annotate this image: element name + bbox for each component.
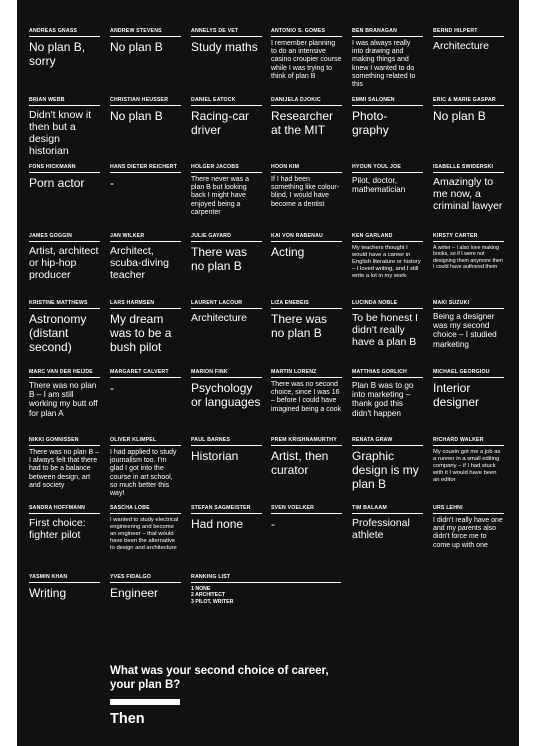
entry-answer: There was no plan B – I am still working my butt off for plan A bbox=[29, 381, 98, 418]
entry-name: YVES FIDALGO bbox=[110, 574, 152, 580]
divider bbox=[352, 308, 423, 309]
entry-name: KAI VON RABENAU bbox=[271, 233, 323, 239]
entry-name: HYOUN YOUL JOE bbox=[352, 164, 402, 170]
divider bbox=[29, 241, 100, 242]
entry-answer: Researcher at the MIT bbox=[271, 109, 334, 137]
entry-name: ISABELLE SWIDERSKI bbox=[433, 164, 494, 170]
entry-answer: My dream was to be a bush pilot bbox=[110, 312, 172, 354]
entry bbox=[433, 437, 504, 484]
entry bbox=[110, 97, 181, 123]
entry-name: BRIAN WEBB bbox=[29, 97, 65, 103]
entry bbox=[433, 369, 504, 409]
entry-answer: I didn't really have one and my parents also didn't force me to come up with one bbox=[433, 517, 503, 549]
divider bbox=[110, 36, 181, 37]
divider bbox=[271, 105, 342, 106]
entry-name: MARC VAN DER HEIJDE bbox=[29, 369, 93, 375]
divider bbox=[29, 308, 100, 309]
entry-answer: Interior designer bbox=[433, 381, 480, 409]
entry-answer: If I had been something like colour-blind, I would have become a dentist bbox=[271, 176, 340, 208]
entry bbox=[352, 233, 423, 280]
entry bbox=[191, 437, 262, 463]
entry-answer: No plan B bbox=[433, 109, 486, 123]
entry bbox=[352, 369, 423, 418]
entry-answer: Psychology or languages bbox=[191, 381, 261, 409]
entry bbox=[352, 505, 423, 541]
divider bbox=[271, 172, 342, 173]
entry-name: LAURENT LACOUR bbox=[191, 300, 243, 306]
divider bbox=[352, 513, 423, 514]
entry-answer: I wanted to study electrical engineering and become an engineer – that would have been the alternative to design and architecture bbox=[110, 517, 179, 551]
entry-name: BERND HILPERT bbox=[433, 28, 478, 34]
entry-name: MARGARET CALVERT bbox=[110, 369, 169, 375]
entry-name: CHRISTIAN HEUSSER bbox=[110, 97, 169, 103]
entry bbox=[352, 28, 423, 89]
entry bbox=[29, 97, 100, 157]
entry bbox=[271, 505, 342, 531]
entry-answer: Astronomy (distant second) bbox=[29, 312, 87, 354]
entry-answer: Had none bbox=[191, 517, 244, 531]
divider bbox=[191, 36, 262, 37]
entry-answer: No plan B bbox=[110, 40, 163, 54]
entry-answer: Photo-graphy bbox=[352, 109, 389, 137]
entry-name: PAUL BARNES bbox=[191, 437, 231, 443]
divider bbox=[271, 513, 342, 514]
entry-answer: My teachers thought I would have a career in English literature or history – I loved writing, and I still write a lot in my work bbox=[352, 245, 421, 279]
entry-answer: I was always really into drawing and making things and knew I wanted to do something related to this bbox=[352, 40, 416, 89]
entry-answer: - bbox=[271, 517, 275, 531]
divider bbox=[110, 241, 181, 242]
entry bbox=[433, 28, 504, 52]
entry-name: LIZA ENEBEIS bbox=[271, 300, 309, 306]
entry bbox=[271, 164, 342, 209]
entry bbox=[433, 505, 504, 550]
entry-name: NIKKI GONNISSEN bbox=[29, 437, 79, 443]
entry-name: JAMES GOGGIN bbox=[29, 233, 73, 239]
entry bbox=[433, 97, 504, 123]
poster bbox=[17, 0, 519, 746]
entry-name: HOLGER JACOBS bbox=[191, 164, 239, 170]
entry-name: MARION FINK bbox=[191, 369, 228, 375]
entry-name: MARTIN LORENZ bbox=[271, 369, 317, 375]
entry-answer: Graphic design is my plan B bbox=[352, 449, 419, 491]
entry-answer: First choice: fighter pilot bbox=[29, 517, 86, 541]
entry-name: ANNELYS DE VET bbox=[191, 28, 239, 34]
entry bbox=[29, 574, 100, 600]
entry bbox=[29, 164, 100, 190]
entry-answer: To be honest I didn't really have a plan B bbox=[352, 312, 418, 348]
entry-answer: Engineer bbox=[110, 586, 159, 600]
divider bbox=[29, 582, 100, 583]
entry-answer: Historian bbox=[191, 449, 239, 463]
entry bbox=[29, 369, 100, 418]
ranking-item: 2 ARCHITECT bbox=[191, 592, 226, 599]
divider bbox=[29, 36, 100, 37]
entry-answer: I had applied to study journalism too. I'm glad I got into the course in art school, so much better this way! bbox=[110, 449, 177, 498]
entry-name: LUCINDA NOBLE bbox=[352, 300, 398, 306]
entry-answer: Being a designer was my second choice – I studied marketing bbox=[433, 312, 497, 349]
entry bbox=[352, 97, 423, 137]
entry bbox=[29, 437, 100, 490]
entry bbox=[110, 505, 181, 552]
divider bbox=[433, 445, 504, 446]
entry-answer: There was no second choice, since I was 16 – before I could have imagined being a cook bbox=[271, 381, 342, 413]
entry-name: MATTHIAS GÖRLICH bbox=[352, 369, 407, 375]
divider bbox=[110, 105, 181, 106]
entry-answer: A writer – I also love making books, so if I were not designing them anymore then I could have authored them bbox=[433, 245, 503, 270]
entry bbox=[110, 233, 181, 281]
entry-name: EMMI SALONEN bbox=[352, 97, 395, 103]
entry-name: URS LEHNI bbox=[433, 505, 463, 511]
entry-answer: There never was a plan B but looking back I might have enjoyed being a carpenter bbox=[191, 176, 249, 216]
entry bbox=[191, 97, 262, 137]
entry bbox=[271, 300, 342, 340]
divider bbox=[433, 105, 504, 106]
entry bbox=[110, 574, 181, 600]
divider bbox=[352, 445, 423, 446]
entry-name: ERIC & MARIE GASPAR bbox=[433, 97, 496, 103]
divider bbox=[271, 36, 342, 37]
divider bbox=[110, 377, 181, 378]
entry-name: PREM KRISHNAMURTHY bbox=[271, 437, 337, 443]
entry bbox=[352, 300, 423, 348]
entry-name: KRISTINE MATTHEWS bbox=[29, 300, 88, 306]
ranking-list bbox=[191, 574, 341, 605]
entry bbox=[191, 369, 262, 409]
entry-name: HANS DIETER REICHERT bbox=[110, 164, 178, 170]
divider bbox=[29, 172, 100, 173]
white-bar bbox=[110, 699, 180, 705]
divider bbox=[271, 308, 342, 309]
entry-answer: No plan B bbox=[110, 109, 163, 123]
divider bbox=[433, 513, 504, 514]
entry-name: KIRSTY CARTER bbox=[433, 233, 478, 239]
divider bbox=[191, 513, 262, 514]
divider bbox=[191, 377, 262, 378]
entry-name: RENATA GRAW bbox=[352, 437, 393, 443]
entry-answer: - bbox=[110, 176, 114, 190]
entry-answer: Artist, then curator bbox=[271, 449, 329, 477]
entry-name: SASCHA LOBE bbox=[110, 505, 150, 511]
entry bbox=[191, 300, 262, 324]
entry-name: SVEN VOELKER bbox=[271, 505, 315, 511]
entry bbox=[271, 369, 342, 414]
divider bbox=[191, 105, 262, 106]
entry-name: RICHARD WALKER bbox=[433, 437, 484, 443]
entry-name: STEFAN SAGMEISTER bbox=[191, 505, 251, 511]
divider bbox=[29, 377, 100, 378]
entry bbox=[29, 300, 100, 354]
headline-question: What was your second choice of career, your plan B? bbox=[110, 665, 329, 691]
entry bbox=[352, 437, 423, 491]
entry-name: LARS HARMSEN bbox=[110, 300, 155, 306]
entry-answer: Porn actor bbox=[29, 176, 85, 190]
entry-answer: Artist, architect or hip-hop producer bbox=[29, 245, 99, 281]
divider bbox=[29, 513, 100, 514]
entry-name: FONS HICKMANN bbox=[29, 164, 76, 170]
divider bbox=[191, 241, 262, 242]
entry-name: ANTONIO S. GOMES bbox=[271, 28, 326, 34]
entry-answer: Professional athlete bbox=[352, 517, 410, 541]
divider bbox=[191, 172, 262, 173]
entry bbox=[110, 300, 181, 354]
footer-word: Then bbox=[110, 711, 145, 727]
divider bbox=[110, 513, 181, 514]
divider bbox=[191, 582, 341, 583]
divider bbox=[352, 36, 423, 37]
entry-answer: There was no plan B bbox=[191, 245, 248, 273]
divider bbox=[433, 377, 504, 378]
entry-answer: Architecture bbox=[191, 312, 248, 324]
entry-answer: There was no plan B bbox=[271, 312, 328, 340]
entry-name: JULIE GAYARD bbox=[191, 233, 232, 239]
entry bbox=[191, 233, 262, 273]
entry bbox=[271, 97, 342, 137]
divider bbox=[271, 445, 342, 446]
divider bbox=[352, 241, 423, 242]
entry-name: MICHAEL GEORGIOU bbox=[433, 369, 490, 375]
entry bbox=[191, 28, 262, 54]
ranking-list-title: RANKING LIST bbox=[191, 574, 231, 580]
divider bbox=[191, 308, 262, 309]
entry-name: YASMIN KHAN bbox=[29, 574, 68, 580]
divider bbox=[191, 445, 262, 446]
entry-answer: Plan B was to go into marketing – thank god this didn't happen bbox=[352, 381, 414, 418]
ranking-item: 1 NONE bbox=[191, 586, 211, 592]
entry-answer: Study maths bbox=[191, 40, 258, 54]
divider bbox=[110, 445, 181, 446]
entry-answer: Amazingly to me now, a criminal lawyer bbox=[433, 176, 503, 212]
entry-name: KEN GARLAND bbox=[352, 233, 393, 239]
divider bbox=[29, 445, 100, 446]
entry bbox=[271, 28, 342, 81]
entry bbox=[110, 369, 181, 395]
entry bbox=[29, 505, 100, 541]
entry bbox=[271, 233, 342, 259]
divider bbox=[433, 241, 504, 242]
entry bbox=[191, 164, 262, 217]
entry bbox=[433, 164, 504, 212]
entry bbox=[110, 164, 181, 190]
divider bbox=[352, 172, 423, 173]
entry-answer: Pilot, doctor, mathematician bbox=[352, 176, 406, 195]
entry bbox=[29, 233, 100, 281]
entry bbox=[29, 28, 100, 68]
ranking-item: 3 PILOT, WRITER bbox=[191, 598, 234, 605]
entry-answer: My cousin got me a job as a runner in a small editing company – if I had stuck with it I would have been an editor bbox=[433, 449, 501, 483]
divider bbox=[433, 172, 504, 173]
entry-name: TIM BALAAM bbox=[352, 505, 387, 511]
divider bbox=[433, 36, 504, 37]
divider bbox=[110, 308, 181, 309]
entry bbox=[271, 437, 342, 477]
entry bbox=[433, 300, 504, 349]
divider bbox=[352, 105, 423, 106]
entry-name: HOON KIM bbox=[271, 164, 300, 170]
entry-answer: Architect, scuba-diving teacher bbox=[110, 245, 169, 281]
entry bbox=[191, 505, 262, 531]
entry-answer: Racing-car driver bbox=[191, 109, 250, 137]
entry-name: SANDRA HOFFMANN bbox=[29, 505, 86, 511]
divider bbox=[352, 377, 423, 378]
entry-name: MAKI SUZUKI bbox=[433, 300, 470, 306]
entry-answer: Didn't know it then but a design historian bbox=[29, 109, 92, 157]
divider bbox=[433, 308, 504, 309]
entry bbox=[110, 28, 181, 54]
entry-answer: There was no plan B – I always felt that there had to be a balance between design, art and society bbox=[29, 449, 100, 489]
entry-answer: Acting bbox=[271, 245, 305, 259]
divider bbox=[110, 582, 181, 583]
entry-answer: No plan B, sorry bbox=[29, 40, 86, 68]
entry-name: JAN WILKER bbox=[110, 233, 145, 239]
entry-answer: Writing bbox=[29, 586, 67, 600]
entry-name: DANIEL EATOCK bbox=[191, 97, 236, 103]
entry-answer: Architecture bbox=[433, 40, 490, 52]
entry-name: BEN BRANAGAN bbox=[352, 28, 398, 34]
entry-name: ANDREAS GNASS bbox=[29, 28, 78, 34]
entry-answer: I remember planning to do an intensive casino croupier course while I was trying to think of plan B bbox=[271, 40, 342, 80]
entry bbox=[110, 437, 181, 498]
entry bbox=[352, 164, 423, 194]
divider bbox=[271, 241, 342, 242]
entry-name: ANDREW STEVENS bbox=[110, 28, 162, 34]
entry-name: DANIJELA DJOKIC bbox=[271, 97, 321, 103]
entry bbox=[433, 233, 504, 270]
entry-answer: - bbox=[110, 381, 114, 395]
divider bbox=[271, 377, 342, 378]
divider bbox=[110, 172, 181, 173]
divider bbox=[29, 105, 100, 106]
entry-name: OLIVER KLIMPEL bbox=[110, 437, 157, 443]
